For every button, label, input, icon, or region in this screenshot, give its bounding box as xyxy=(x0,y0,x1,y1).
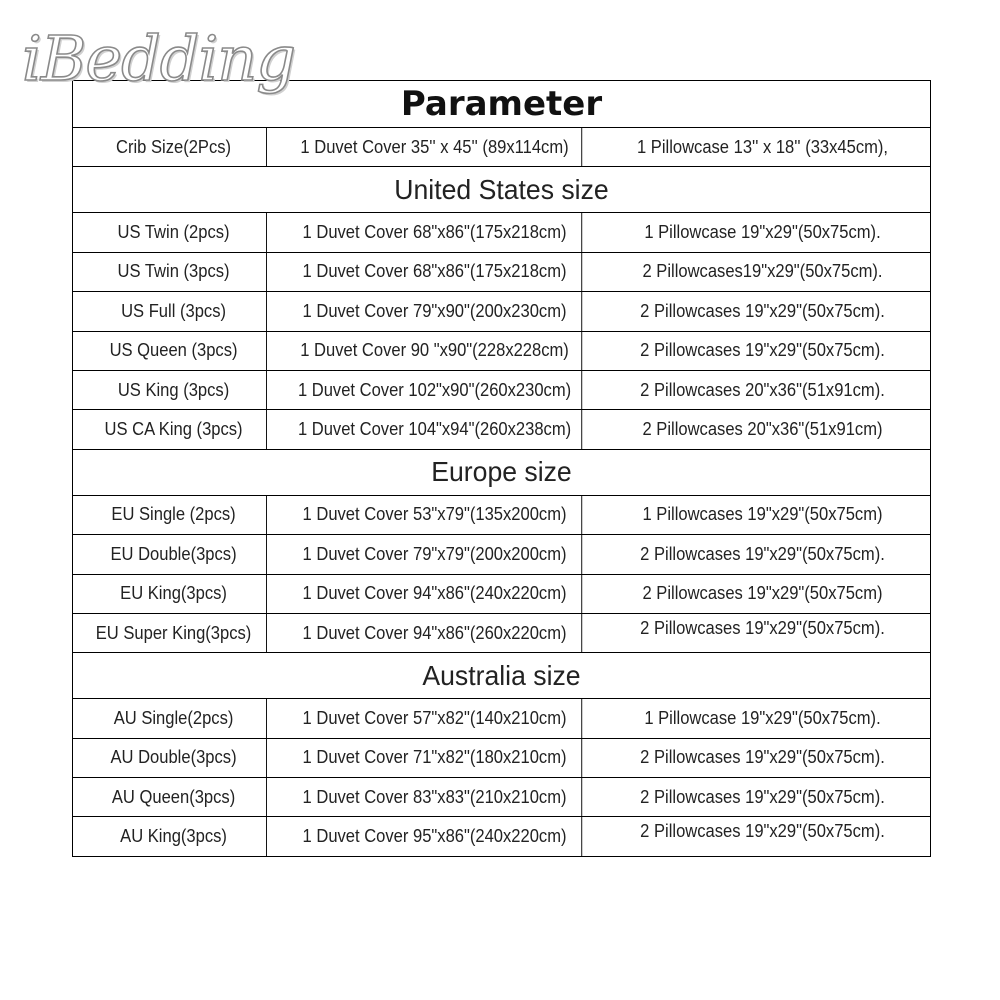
section-heading-eu: Europe size xyxy=(431,456,572,488)
pillowcase-cell: 2 Pillowcases 19"x29"(50x75cm). xyxy=(640,821,885,842)
size-name-cell: EU Super King(3pcs) xyxy=(81,614,267,652)
size-name-cell: US King (3pcs) xyxy=(81,371,267,409)
section-heading-row xyxy=(73,653,930,699)
brand-logo: iBedding xyxy=(22,22,295,95)
pillowcase-cell: 2 Pillowcases 19"x29"(50x75cm). xyxy=(640,340,885,361)
size-name-cell: US Twin (3pcs) xyxy=(81,253,267,291)
duvet-cover-cell: 1 Duvet Cover 79"x79"(200x200cm) xyxy=(288,535,582,573)
pillowcase-cell: 1 Pillowcase 19"x29"(50x75cm). xyxy=(644,707,881,728)
table-row xyxy=(73,575,930,614)
table-title: Parameter xyxy=(400,84,603,124)
size-name-cell: EU Single (2pcs) xyxy=(81,496,267,534)
pillowcase-cell: 1 Pillowcase 13'' x 18'' (33x45cm), xyxy=(636,136,889,157)
duvet-cover-cell: 1 Duvet Cover 71"x82"(180x210cm) xyxy=(288,739,582,777)
section-heading-au: Australia size xyxy=(422,659,581,691)
table-row xyxy=(73,778,930,817)
duvet-cover-cell: 1 Duvet Cover 104"x94"(260x238cm) xyxy=(288,410,582,448)
duvet-cover-cell: 1 Duvet Cover 79"x90"(200x230cm) xyxy=(288,292,582,330)
size-name-cell: AU King(3pcs) xyxy=(81,817,267,855)
duvet-cover-cell: 1 Duvet Cover 35'' x 45'' (89x114cm) xyxy=(288,128,582,166)
pillowcase-cell: 2 Pillowcases19"x29"(50x75cm). xyxy=(642,261,883,282)
size-name-cell: AU Queen(3pcs) xyxy=(81,778,267,816)
duvet-cover-cell: 1 Duvet Cover 90 "x90"(228x228cm) xyxy=(288,332,582,370)
duvet-cover-cell: 1 Duvet Cover 83"x83"(210x210cm) xyxy=(288,778,582,816)
table-row xyxy=(73,535,930,574)
duvet-cover-cell: 1 Duvet Cover 102"x90"(260x230cm) xyxy=(288,371,582,409)
table-row xyxy=(73,213,930,252)
section-heading-us: United States size xyxy=(394,173,609,205)
table-row-crib xyxy=(73,128,930,167)
pillowcase-cell: 2 Pillowcases 19"x29"(50x75cm). xyxy=(640,543,885,564)
pillowcase-cell: 1 Pillowcases 19"x29"(50x75cm) xyxy=(642,504,883,525)
table-row xyxy=(73,739,930,778)
pillowcase-cell: 2 Pillowcases 20"x36"(51x91cm). xyxy=(640,379,885,400)
size-name-cell: US Queen (3pcs) xyxy=(81,332,267,370)
duvet-cover-cell: 1 Duvet Cover 94"x86"(260x220cm) xyxy=(288,614,582,652)
section-heading-row xyxy=(73,167,930,213)
size-name-cell: US Twin (2pcs) xyxy=(81,213,267,251)
size-name-cell: AU Double(3pcs) xyxy=(81,739,267,777)
table-row xyxy=(73,614,930,653)
pillowcase-cell: 2 Pillowcases 19"x29"(50x75cm). xyxy=(640,747,885,768)
size-name-cell: US CA King (3pcs) xyxy=(81,410,267,448)
duvet-cover-cell: 1 Duvet Cover 95"x86"(240x220cm) xyxy=(288,817,582,855)
duvet-cover-cell: 1 Duvet Cover 57"x82"(140x210cm) xyxy=(288,699,582,737)
size-name-cell: AU Single(2pcs) xyxy=(81,699,267,737)
section-heading-row xyxy=(73,450,930,496)
pillowcase-cell: 2 Pillowcases 19"x29"(50x75cm). xyxy=(640,300,885,321)
size-name-cell: Crib Size(2Pcs) xyxy=(81,128,267,166)
table-row xyxy=(73,817,930,856)
table-row xyxy=(73,292,930,331)
pillowcase-cell: 1 Pillowcase 19"x29"(50x75cm). xyxy=(644,222,881,243)
duvet-cover-cell: 1 Duvet Cover 94"x86"(240x220cm) xyxy=(288,575,582,613)
duvet-cover-cell: 1 Duvet Cover 53"x79"(135x200cm) xyxy=(288,496,582,534)
table-row xyxy=(73,699,930,738)
table-row xyxy=(73,410,930,449)
duvet-cover-cell: 1 Duvet Cover 68"x86"(175x218cm) xyxy=(288,253,582,291)
table-row xyxy=(73,496,930,535)
pillowcase-cell: 2 Pillowcases 19"x29"(50x75cm). xyxy=(640,617,885,638)
pillowcase-cell: 2 Pillowcases 19"x29"(50x75cm) xyxy=(642,583,883,604)
duvet-cover-cell: 1 Duvet Cover 68"x86"(175x218cm) xyxy=(288,213,582,251)
size-name-cell: US Full (3pcs) xyxy=(81,292,267,330)
size-name-cell: EU Double(3pcs) xyxy=(81,535,267,573)
pillowcase-cell: 2 Pillowcases 20"x36"(51x91cm) xyxy=(642,419,883,440)
table-row xyxy=(73,332,930,371)
pillowcase-cell: 2 Pillowcases 19"x29"(50x75cm). xyxy=(640,786,885,807)
table-row xyxy=(73,253,930,292)
table-row xyxy=(73,371,930,410)
size-name-cell: EU King(3pcs) xyxy=(81,575,267,613)
parameter-table xyxy=(72,80,931,857)
